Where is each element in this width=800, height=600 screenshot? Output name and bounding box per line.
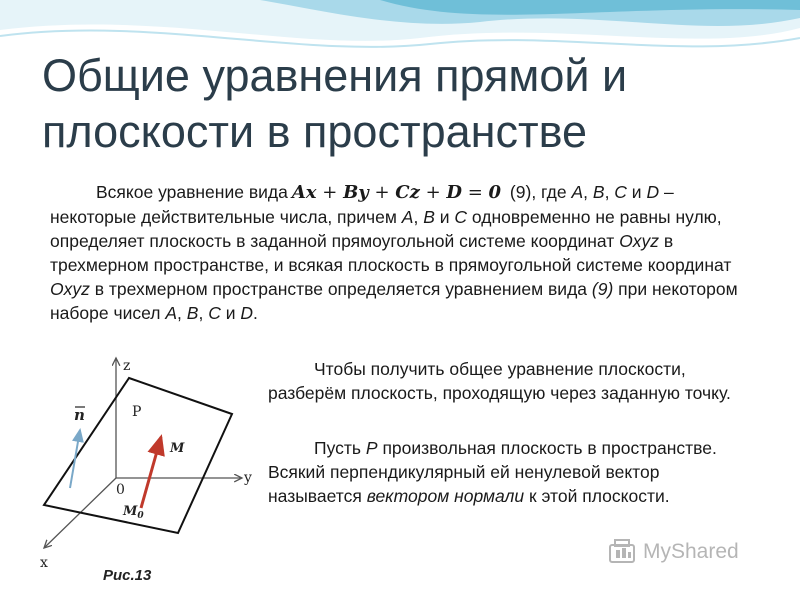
label-origin: 0 <box>116 482 125 498</box>
label-normal-n: n <box>74 406 85 424</box>
p1-lead: Всякое уравнение вида <box>96 182 288 202</box>
title-line-2: плоскости в пространстве <box>42 106 588 157</box>
myshared-text: MyShared <box>643 540 739 563</box>
normal-vector-term: вектором нормали <box>366 486 525 506</box>
figure-caption: Рис.13 <box>103 567 152 584</box>
myshared-logo-icon <box>607 536 639 568</box>
paragraph-plane-equation: Всякое уравнение вида Ax + By + Cz + D = 0 (9), где A, B, C и D – некоторые действительные числа, причем A, B и C одновременно не равны нулю, определяет плоскость в заданной прямоугольной системе координат Oxyz в трехмерном пространстве, и всякая плоскость в прямоугольной системе координат Oxyz в трехмерном пространстве определяется уравнением вида (9) при некотором наборе чисел A, B, C и D. <box>50 182 738 323</box>
slide-title <box>42 48 762 160</box>
paragraph-normal-vector: Пусть P произвольная плоскость в пространстве. Всякий перпендикулярный ей ненулевой вектор называется вектором нормали к этой плоскости. <box>268 438 717 506</box>
label-x: x <box>40 555 48 571</box>
myshared-watermark <box>607 536 767 570</box>
p2-text: Чтобы получить общее уравнение плоскости, разберём плоскость, проходящую через заданную точку. <box>268 359 731 403</box>
paragraph-general-equation-intro <box>268 357 753 405</box>
label-point-m0: $M_0$ <box>123 504 144 521</box>
label-z: z <box>123 358 131 374</box>
vector-m0-m <box>141 437 161 508</box>
plane-equation-formula: Ax + By + Cz + D = 0 <box>291 182 502 203</box>
label-plane-p: P <box>132 404 142 420</box>
title-line-1: Общие уравнения прямой и <box>42 50 628 101</box>
plane-normal-figure <box>0 345 270 595</box>
label-point-m: M <box>170 441 185 456</box>
plane-p <box>44 378 232 533</box>
normal-vector-arrow <box>70 430 80 488</box>
label-y: y <box>244 470 252 486</box>
